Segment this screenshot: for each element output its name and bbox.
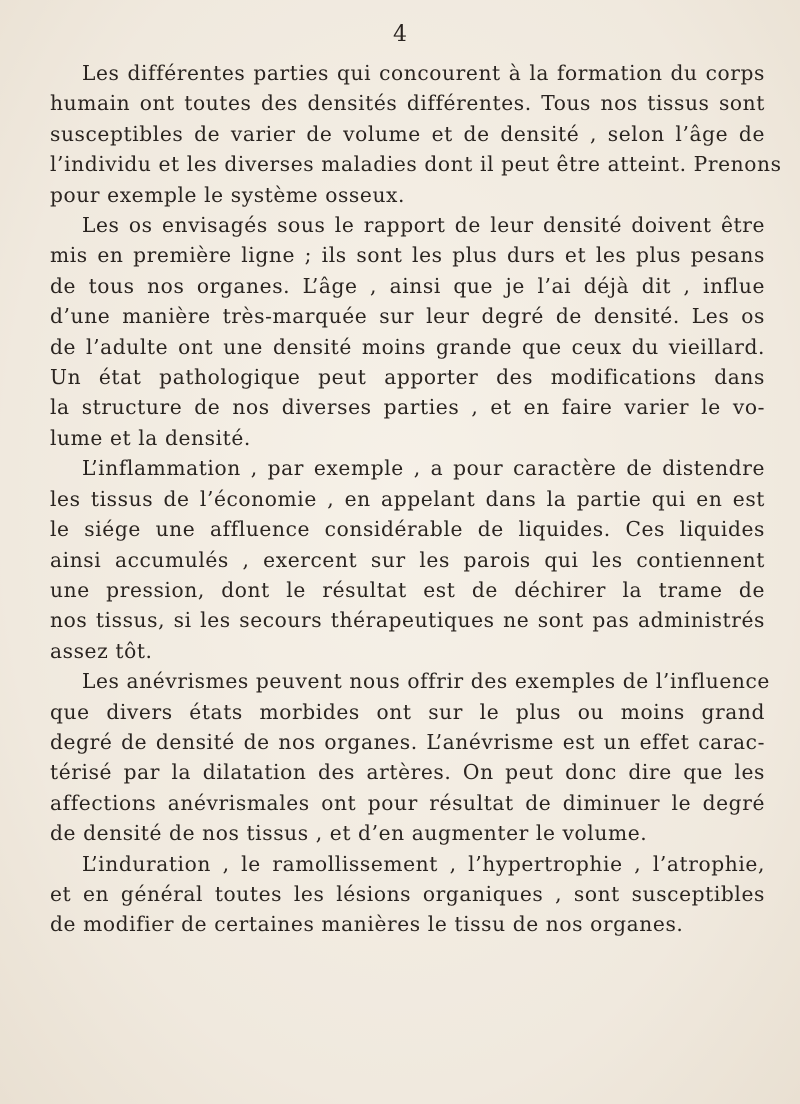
paragraph xyxy=(50,453,765,666)
text-line: et en général toutes les lésions organiques , sont susceptibles xyxy=(50,881,765,906)
text-line: de l’adulte ont une densité moins grande que ceux du vieillard. xyxy=(50,334,765,359)
body-text xyxy=(50,58,782,940)
text-line: de densité de nos tissus , et d’en augmenter le volume. xyxy=(50,821,648,846)
paragraph xyxy=(50,58,782,210)
text-line: le siége une affluence considérable de liquides. Ces liquides xyxy=(50,517,765,542)
page-number: 4 xyxy=(393,22,407,47)
text-line: Les os envisagés sous le rapport de leur densité doivent être xyxy=(82,213,765,238)
text-line: L’induration , le ramollissement , l’hypertrophie , l’atrophie, xyxy=(82,851,765,876)
text-line: nos tissus, si les secours thérapeutiques ne sont pas administrés xyxy=(50,608,765,633)
text-line: d’une manière très-marquée sur leur degré de densité. Les os xyxy=(50,304,765,329)
text-line: que divers états morbides ont sur le plus ou moins grand xyxy=(50,699,765,724)
text-line: pour exemple le système osseux. xyxy=(50,182,406,207)
text-line: humain ont toutes des densités différentes. Tous nos tissus sont xyxy=(50,91,765,116)
paragraph xyxy=(50,210,765,453)
text-line: mis en première ligne ; ils sont les plus durs et les plus pesans xyxy=(50,243,765,268)
text-line: Les anévrismes peuvent nous offrir des exemples de l’influence xyxy=(82,669,770,694)
text-line: Les différentes parties qui concourent à la formation du corps xyxy=(82,61,765,85)
text-line: la structure de nos diverses parties , et en faire varier le vo- xyxy=(50,395,765,420)
text-line: de tous nos organes. L’âge , ainsi que je l’ai déjà dit , influe xyxy=(50,273,765,298)
text-line: affections anévrismales ont pour résultat de diminuer le degré xyxy=(50,790,765,815)
text-line: susceptibles de varier de volume et de densité , selon l’âge de xyxy=(50,121,765,146)
text-line: térisé par la dilatation des artères. On peut donc dire que les xyxy=(50,760,765,785)
text-line: de modifier de certaines manières le tissu de nos organes. xyxy=(50,912,684,937)
paragraph xyxy=(50,849,765,940)
text-line: assez tôt. xyxy=(50,638,153,663)
paragraph xyxy=(50,666,770,848)
text-line: ainsi accumulés , exercent sur les parois qui les contiennent xyxy=(50,547,765,572)
text-line: les tissus de l’économie , en appelant dans la partie qui en est xyxy=(50,486,765,511)
text-line: une pression, dont le résultat est de déchirer la trame de xyxy=(50,577,765,602)
text-line: lume et la densité. xyxy=(50,425,251,450)
text-line: L’inflammation , par exemple , a pour caractère de distendre xyxy=(82,456,765,481)
text-line: degré de densité de nos organes. L’anévrisme est un effet carac- xyxy=(50,729,765,754)
text-line: Un état pathologique peut apporter des modifications dans xyxy=(50,365,765,390)
text-line: l’individu et les diverses maladies dont il peut être atteint. Prenons xyxy=(50,152,782,177)
